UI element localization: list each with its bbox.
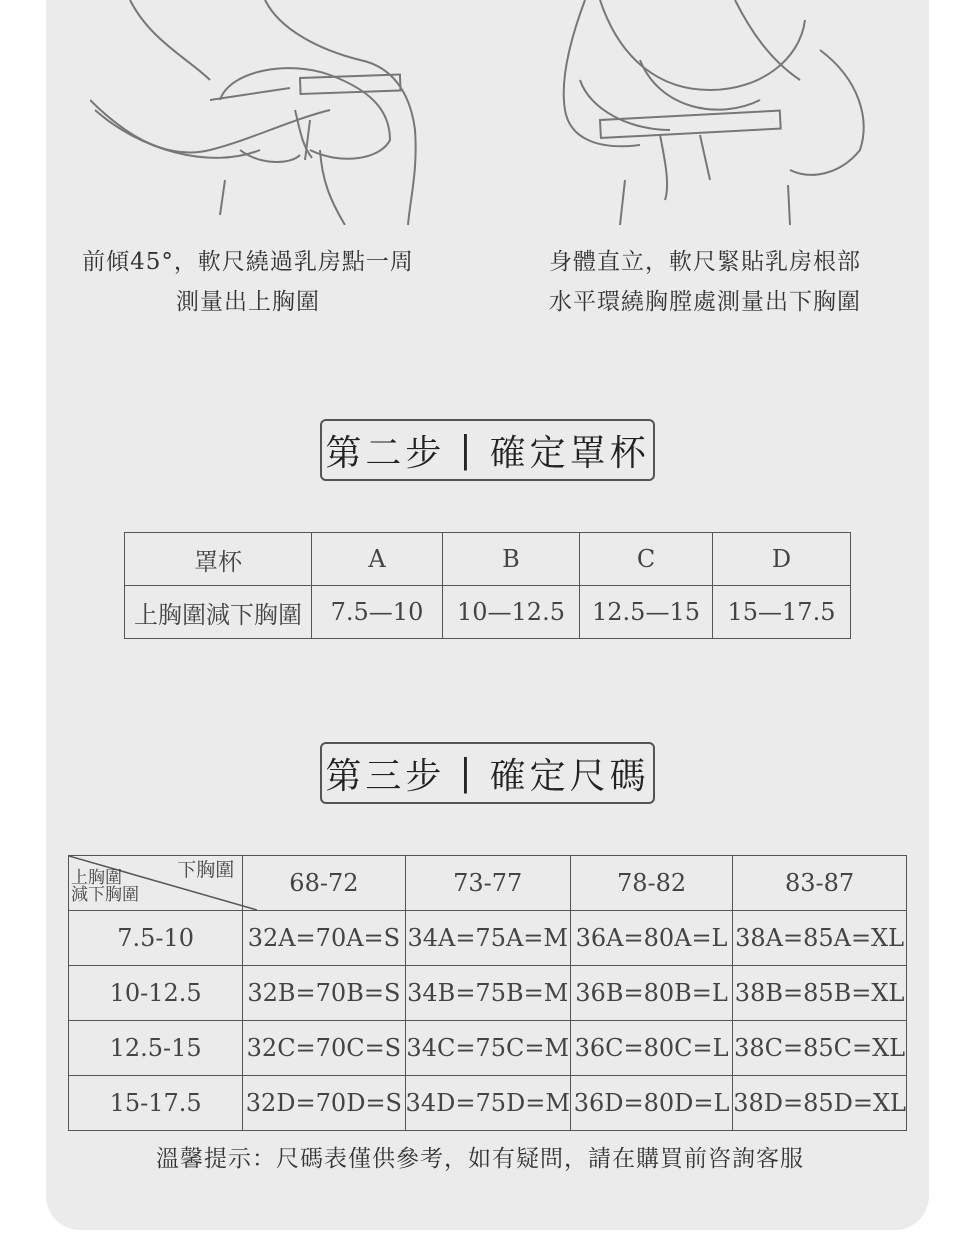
- step3-label: 第三步: [325, 755, 446, 797]
- size-cell: 34D=75D=M: [405, 1076, 570, 1131]
- step3-heading: 確定尺碼: [489, 755, 650, 797]
- step2-heading: 確定罩杯: [489, 432, 650, 474]
- table-row: [69, 1021, 907, 1076]
- measure-under-bust-illustration: [540, 0, 880, 225]
- corner-bust-diff-line2: 減下胸圍: [71, 885, 139, 905]
- size-cell: 32C=70C=S: [243, 1021, 405, 1076]
- cup-value-c: 12.5—15: [580, 586, 713, 639]
- size-table-header-row: [69, 856, 907, 911]
- left-caption-line2: 測量出上胸圍: [176, 289, 320, 315]
- size-chart-tip: 溫馨提示：尺碼表僅供參考，如有疑問，請在購買前咨詢客服: [156, 1146, 804, 1172]
- cup-size-table: [124, 532, 851, 639]
- size-cell: 36A=80A=L: [570, 911, 732, 966]
- size-col-header: 83-87: [733, 856, 907, 911]
- size-table-corner-cell: [69, 856, 243, 911]
- right-caption: [535, 242, 875, 322]
- cup-value-a: 7.5—10: [312, 586, 443, 639]
- step2-separator: |: [459, 429, 476, 471]
- cup-header-b: B: [443, 533, 580, 586]
- size-cell: 38D=85D=XL: [733, 1076, 907, 1131]
- size-cell: 32D=70D=S: [243, 1076, 405, 1131]
- cup-table-header-row: [125, 533, 851, 586]
- step2-title: [320, 419, 655, 481]
- cup-row-label: 上胸圍減下胸圍: [125, 586, 312, 639]
- size-cell: 38A=85A=XL: [733, 911, 907, 966]
- size-cell: 38C=85C=XL: [733, 1021, 907, 1076]
- size-cell: 36C=80C=L: [570, 1021, 732, 1076]
- cup-header-c: C: [580, 533, 713, 586]
- corner-under-bust-label: 下胸圍: [177, 859, 235, 881]
- corner-bust-diff-label: [71, 870, 139, 904]
- corner-bust-diff-line1: 上胸圍: [71, 868, 122, 888]
- step3-title: [320, 742, 655, 804]
- left-caption: [78, 242, 418, 322]
- left-caption-line1: 前傾45°，軟尺繞過乳房點一周: [82, 249, 414, 275]
- size-col-header: 68-72: [243, 856, 405, 911]
- right-caption-line2: 水平環繞胸膛處測量出下胸圍: [549, 289, 861, 315]
- size-cell: 32B=70B=S: [243, 966, 405, 1021]
- right-caption-line1: 身體直立，軟尺緊貼乳房根部: [549, 249, 861, 275]
- size-row-label: 15-17.5: [69, 1076, 243, 1131]
- cup-value-b: 10—12.5: [443, 586, 580, 639]
- size-cell: 38B=85B=XL: [733, 966, 907, 1021]
- cup-header-a: A: [312, 533, 443, 586]
- table-row: [69, 1076, 907, 1131]
- size-cell: 36D=80D=L: [570, 1076, 732, 1131]
- step2-label: 第二步: [325, 432, 446, 474]
- step3-separator: |: [459, 752, 476, 794]
- table-row: [69, 966, 907, 1021]
- size-col-header: 73-77: [405, 856, 570, 911]
- size-row-label: 7.5-10: [69, 911, 243, 966]
- cup-header-label: 罩杯: [125, 533, 312, 586]
- cup-table-value-row: [125, 586, 851, 639]
- measure-upper-bust-illustration: [90, 0, 430, 225]
- size-chart-table: [68, 855, 907, 1131]
- size-row-label: 10-12.5: [69, 966, 243, 1021]
- size-row-label: 12.5-15: [69, 1021, 243, 1076]
- size-cell: 34B=75B=M: [405, 966, 570, 1021]
- size-cell: 32A=70A=S: [243, 911, 405, 966]
- size-cell: 34C=75C=M: [405, 1021, 570, 1076]
- cup-header-d: D: [713, 533, 851, 586]
- cup-value-d: 15—17.5: [713, 586, 851, 639]
- table-row: [69, 911, 907, 966]
- size-cell: 34A=75A=M: [405, 911, 570, 966]
- size-col-header: 78-82: [570, 856, 732, 911]
- size-cell: 36B=80B=L: [570, 966, 732, 1021]
